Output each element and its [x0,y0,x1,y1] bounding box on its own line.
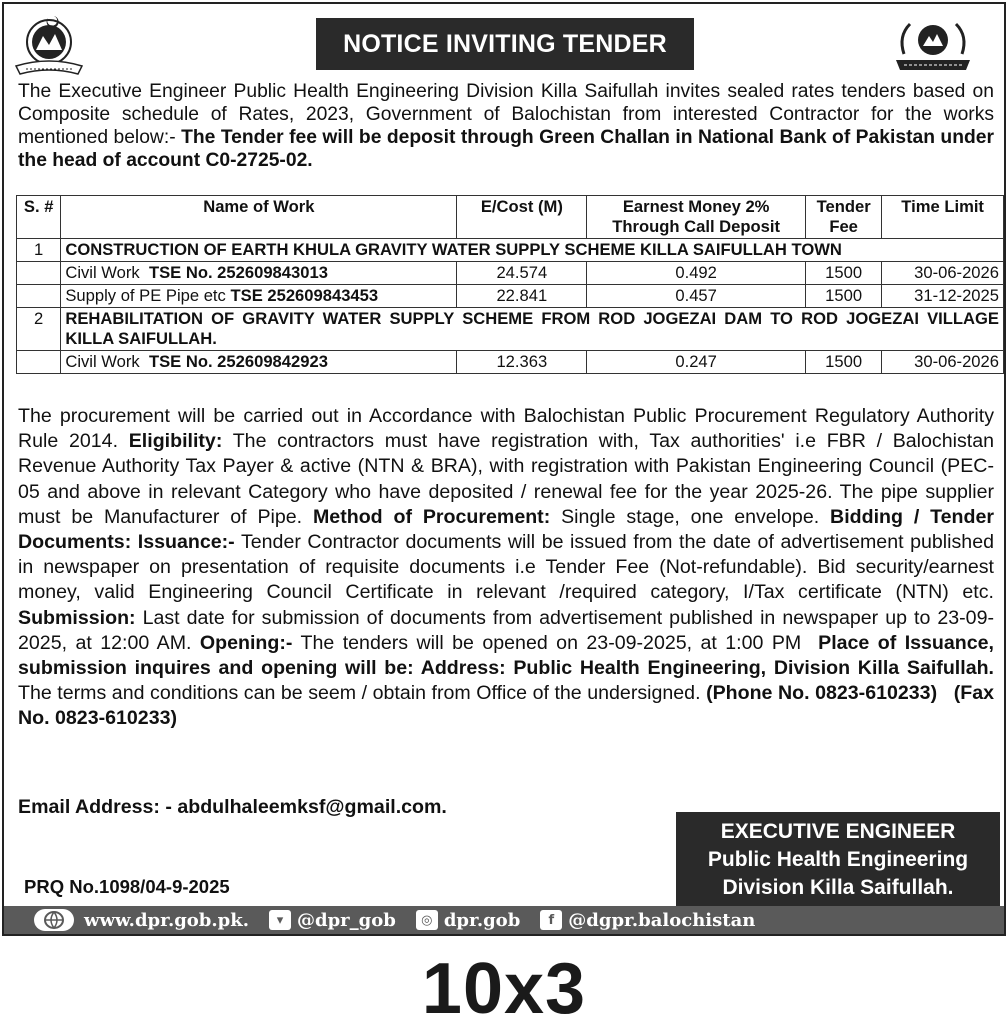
cost-cell: 12.363 [457,351,587,374]
table-row [17,262,1004,285]
header-earnest-money: Earnest Money 2% Through Call Deposit [587,196,806,239]
earnest-cell: 0.457 [587,285,806,308]
fee-cell: 1500 [805,285,881,308]
fax-number: (Fax No. 0823-610233) [18,682,994,730]
balochistan-govt-logo [12,12,86,80]
work-type: Supply of PE Pipe etc [65,286,226,305]
details-text: The procurement will be carried out in Accordance with Balochistan Public Procurement Regulatory Authority Rule 2014. [18,405,994,453]
project-sno: 2 [17,308,61,351]
time-cell: 30-06-2026 [882,351,1004,374]
place-heading: Place of Issuance, submission inquires and opening will be: Address: Public Health Engineering, Division Killa Saifullah. [18,631,994,680]
fee-cell: 1500 [805,262,881,285]
header-time-limit: Time Limit [882,196,1004,239]
tender-details-paragraph [18,404,994,732]
work-cell [61,285,457,308]
facebook-icon: f [540,910,562,930]
globe-icon [34,909,74,931]
dgpr-logo [892,14,974,76]
details-text: Tender Contractor documents will be issued from the date of advertisement published in newspaper on presentation of requisite documents i.e Tender Fee (Not-refundable). Bid security/earnest money, valid Engineering Council Certificate in relevant /required category, I/Tax certificate (NTN) etc. [18,531,994,604]
earnest-cell: 0.492 [587,262,806,285]
intro-bold-text: The Tender fee will be deposit through Green Challan in National Bank of Pakistan under the head of account C0-2725-02. [18,127,994,171]
ad-size-label: 10x3 [421,949,587,1024]
fee-cell: 1500 [805,351,881,374]
table-header-row [17,196,1004,239]
details-text: Last date for submission of documents from advertisement published in newspaper up to 23-09-2025, at 12:00 AM. [18,606,994,654]
table-row [17,351,1004,374]
work-cell [61,262,457,285]
earnest-cell: 0.247 [587,351,806,374]
work-cell [61,351,457,374]
signature-department: Public Health Engineering [707,848,969,871]
twitter-handle: @dpr_gob [296,909,396,931]
eligibility-heading: Eligibility: [128,430,223,453]
submission-heading: Submission: [18,606,136,629]
intro-text: The Executive Engineer Public Health Engineering Division Killa Saifullah invites sealed rates tenders based on Composite schedule of Rates, 2023, Government of Balochistan from interested Contractor for the works mentioned below:- [18,81,994,148]
details-text: The contractors must have registration with, Tax authorities' i.e FBR / Balochistan Revenue Authority Tax Payer & active (NTN & BRA), with registration with Pakistan Engineering Council (PEC-05 and above in relevant Category who have deposited / renewal fee for the year 2025-26. The pipe supplier must be Manufacturer of Pipe. [18,430,995,528]
phone-number: (Phone No. 0823-610233) [706,682,938,705]
cost-cell: 24.574 [457,262,587,285]
footer-twitter[interactable] [269,910,396,931]
bidding-heading: Bidding / Tender Documents: Issuance:- [18,505,994,554]
tse-number: TSE 252609843453 [230,286,379,305]
header-name: Name of Work [61,196,457,239]
header-sno: S. # [17,196,61,239]
tse-number: TSE No. 252609843013 [148,263,328,282]
email-address: Email Address: - abdulhaleemksf@gmail.com. [18,796,447,818]
signature-title: EXECUTIVE ENGINEER [720,820,956,843]
project-title: CONSTRUCTION OF EARTH KHULA GRAVITY WATER SUPPLY SCHEME KILLA SAIFULLAH TOWN [61,239,1004,262]
intro-paragraph [18,80,994,172]
project-row [17,239,1004,262]
work-type: Civil Work [65,263,140,282]
project-row [17,308,1004,351]
details-text: Single stage, one envelope. [561,505,820,528]
opening-heading: Opening:- [199,631,293,654]
signature-division: Division Killa Saifullah. [722,876,954,899]
prq-number: PRQ No.1098/04-9-2025 [24,876,230,897]
footer-instagram[interactable] [416,910,520,931]
work-type: Civil Work [65,352,140,371]
tse-number: TSE No. 252609842923 [148,352,328,371]
time-cell: 31-12-2025 [882,285,1004,308]
signature-box [676,812,1000,908]
footer-bar [4,906,1004,934]
instagram-icon: ◎ [416,910,438,930]
cost-cell: 22.841 [457,285,587,308]
twitter-icon: ▾ [269,910,291,930]
footer-website[interactable]: www.dpr.gob.pk. [84,909,249,931]
details-text: The terms and conditions can be seem / obtain from Office of the undersigned. [18,682,701,705]
facebook-handle: @dgpr.balochistan [568,909,756,931]
instagram-handle: dpr.gob [443,909,521,931]
details-text: The tenders will be opened on 23-09-2025, at 1:00 PM [300,631,802,654]
header-tender-fee: Tender Fee [805,196,881,239]
table-row [17,285,1004,308]
method-heading: Method of Procurement: [312,505,551,528]
project-title: REHABILITATION OF GRAVITY WATER SUPPLY SCHEME FROM ROD JOGEZAI DAM TO ROD JOGEZAI VILLAGE KILLA SAIFULLAH. [61,308,1004,351]
time-cell: 30-06-2026 [882,262,1004,285]
footer-facebook[interactable] [540,910,755,931]
works-table [16,195,1004,374]
notice-title: NOTICE INVITING TENDER [316,18,694,70]
project-sno: 1 [17,239,61,262]
header-cost: E/Cost (M) [457,196,587,239]
